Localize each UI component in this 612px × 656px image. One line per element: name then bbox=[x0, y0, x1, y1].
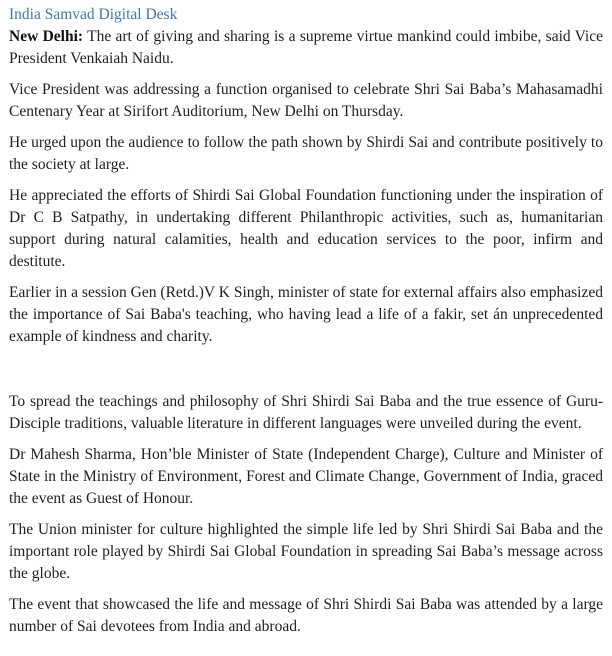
paragraph-function-celebrate: Vice President was addressing a function organised to celebrate Shri Sai Baba’s Mahasamadhi Centenary Year at Sirifort Auditorium, New Delhi on Thursday. bbox=[9, 81, 603, 120]
paragraph-mahesh-sharma-guest: Dr Mahesh Sharma, Hon’ble Minister of State (Independent Charge), Culture and Minister of State in the Ministry of Environment, Forest and Climate Change, Government of India, graced the event as Guest of Honour. bbox=[9, 446, 603, 507]
paragraph-urged-audience: He urged upon the audience to follow the path shown by Shirdi Sai and contribute positively to the society at large. bbox=[9, 134, 603, 173]
content-gap bbox=[9, 357, 603, 391]
paragraph-union-minister-culture: The Union minister for culture highlighted the simple life led by Shri Shirdi Sai Baba and the important role played by Shirdi Sai Global Foundation in spreading Sai Baba’s message across the globe. bbox=[9, 521, 603, 582]
paragraph-event-attendance: The event that showcased the life and message of Shri Shirdi Sai Baba was attended by a large number of Sai devotees from India and abroad. bbox=[9, 596, 603, 635]
dateline-label: New Delhi: bbox=[9, 28, 84, 45]
paragraph-foundation-efforts: He appreciated the efforts of Shirdi Sai Global Foundation functioning under the inspiration of Dr C B Satpathy, in undertaking different Philanthropic activities, such as, humanitarian support during natural calamities, health and education services to the poor, infirm and destitute. bbox=[9, 187, 603, 270]
lead-text: The art of giving and sharing is a supreme virtue mankind could imbibe, said Vice President Venkaiah Naidu. bbox=[9, 28, 603, 67]
paragraph-literature-unveiled: To spread the teachings and philosophy of Shri Shirdi Sai Baba and the true essence of Guru-Disciple traditions, valuable literature in different languages were unveiled during the event. bbox=[9, 393, 603, 432]
paragraph-vk-singh-session: Earlier in a session Gen (Retd.)V K Singh, minister of state for external affairs also emphasized the importance of Sai Baba's teaching, who having lead a life of a fakir, set án unprecedented example of kindness and charity. bbox=[9, 284, 603, 345]
byline-link[interactable]: India Samvad Digital Desk bbox=[9, 6, 178, 23]
lead-paragraph bbox=[9, 26, 603, 70]
